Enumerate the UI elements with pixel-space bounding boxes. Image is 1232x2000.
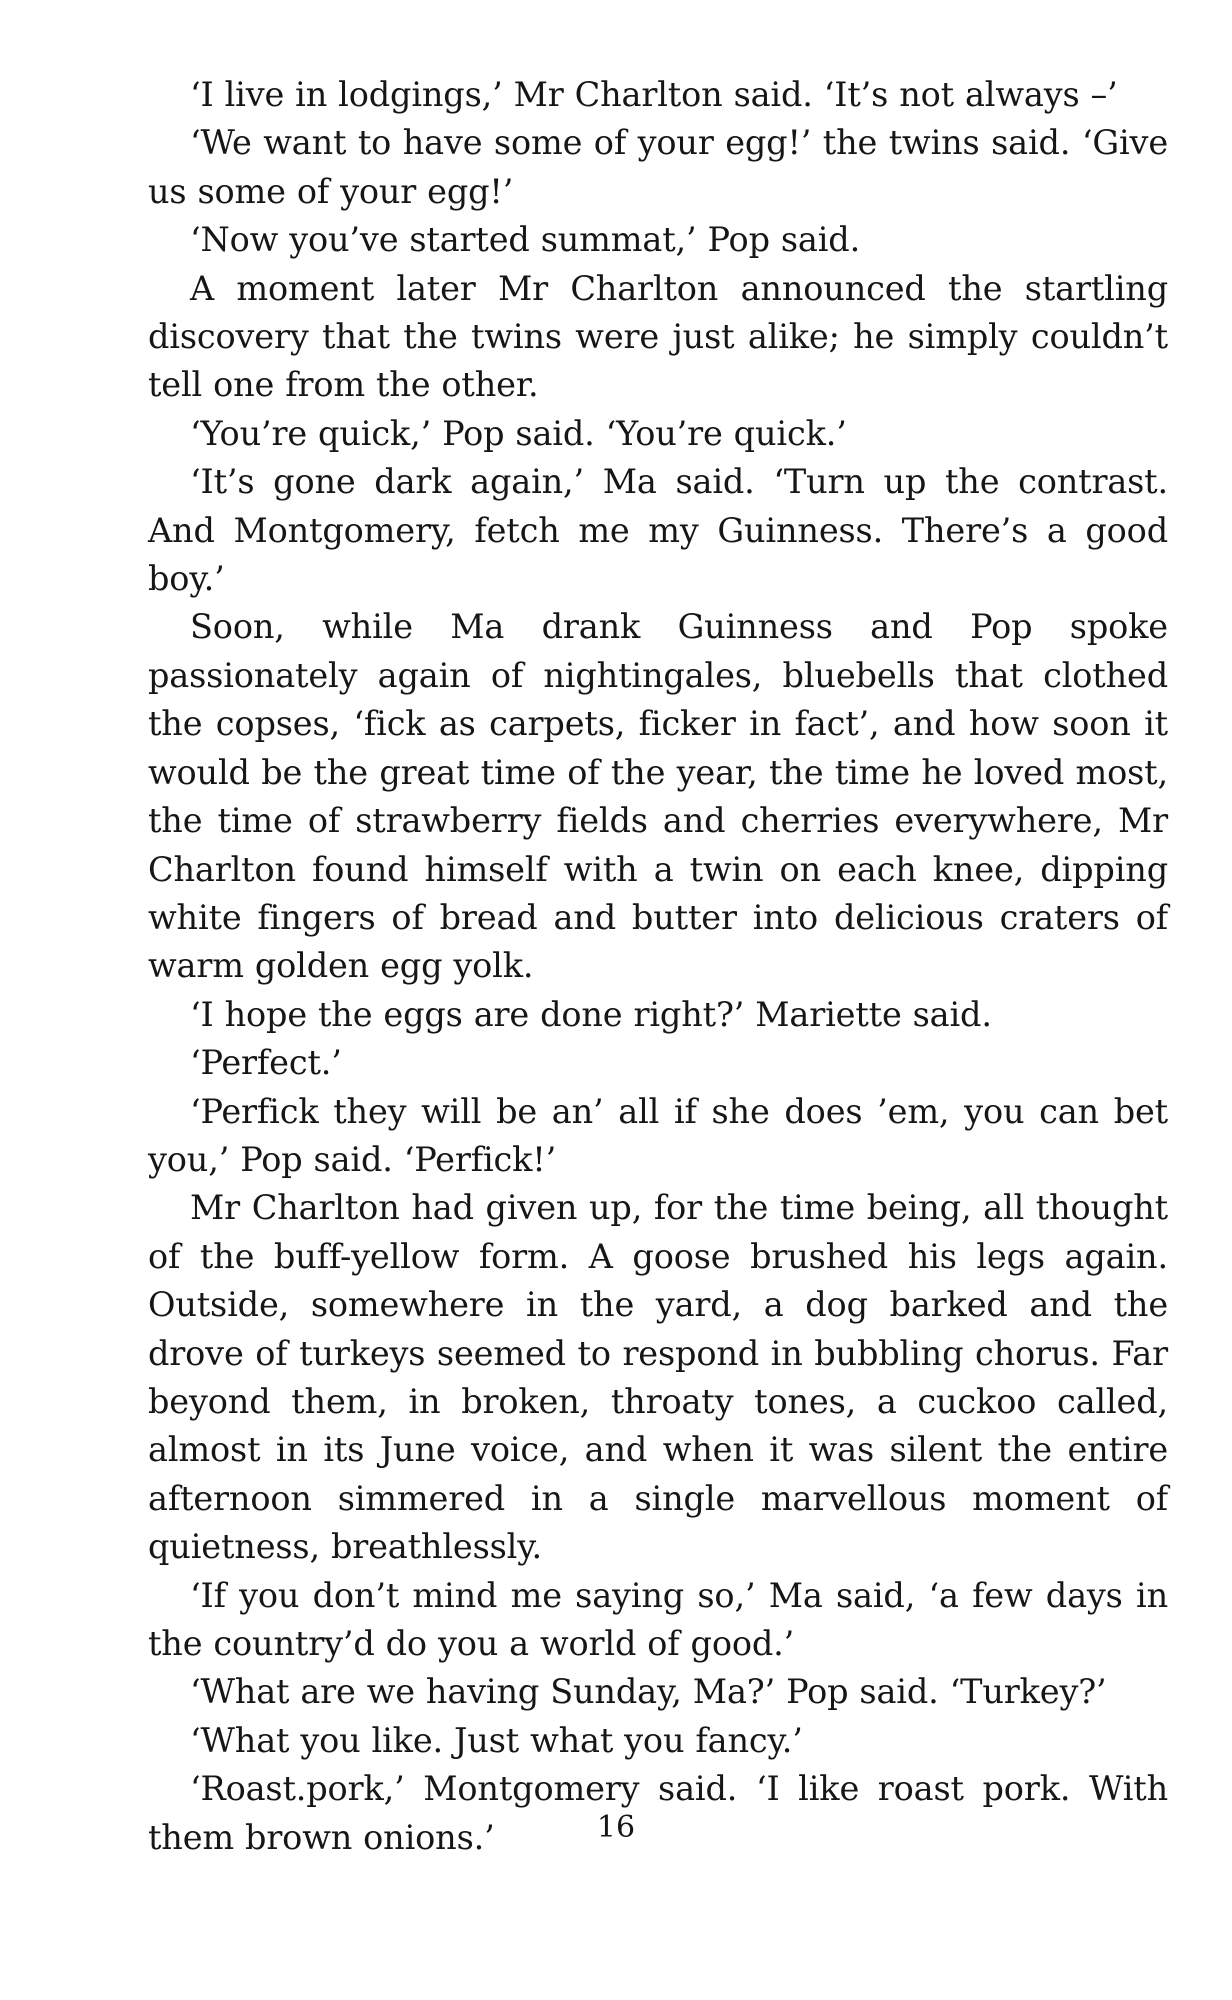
body-text [148,71,1168,1862]
paragraph: Soon, while Ma drank Guinness and Pop spoke passionately again of nightingales, bluebells that clothed the copses, ‘fick as carpets, ficker in fact’, and how soon it would be the great time of the year, the time he loved most, the time of strawberry fields and cherries everywhere, Mr Charlton found himself with a twin on each knee, dipping white fingers of bread and butter into delicious craters of warm golden egg yolk. [148,607,1168,986]
paragraph: ‘What are we having Sunday, Ma?’ Pop said. ‘Turkey?’ [190,1672,1107,1712]
paragraph: ‘Perfick they will be an’ all if she does ’em, you can bet you,’ Pop said. ‘Perfick!’ [148,1091,1168,1179]
paragraph: ‘I live in lodgings,’ Mr Charlton said. ‘It’s not always –’ [190,75,1118,114]
paragraph: ‘If you don’t mind me saying so,’ Ma said, ‘a few days in the country’d do you a world of good.’ [148,1575,1168,1663]
page-number: 16 [596,1810,636,1845]
paragraph: A moment later Mr Charlton announced the startling discovery that the twins were just alike; he simply couldn’t tell one from the other. [148,268,1168,405]
paragraph: ‘Perfect.’ [190,1043,342,1083]
paragraph: Mr Charlton had given up, for the time being, all thought of the buff-yellow form. A goose brushed his legs again. Outside, somewhere in the yard, a dog barked and the drove of turkeys seemed to respond in bubbling chorus. Far beyond them, in broken, throaty tones, a cuckoo called, almost in its June voice, and when it was silent the entire afternoon simmered in a single marvellous moment of quietness, breathlessly. [148,1188,1168,1567]
paragraph: ‘Roast.pork,’ Montgomery said. ‘I like roast pork. With them brown onions.’ [148,1769,1168,1857]
paragraph: ‘I hope the eggs are done right?’ Mariette said. [190,994,992,1034]
paragraph: ‘Now you’ve started summat,’ Pop said. [190,220,861,260]
paragraph: ‘It’s gone dark again,’ Ma said. ‘Turn up the contrast. And Montgomery, fetch me my Guinness. There’s a good boy.’ [148,462,1168,599]
paragraph: ‘We want to have some of your egg!’ the twins said. ‘Give us some of your egg!’ [148,123,1168,211]
paragraph: ‘You’re quick,’ Pop said. ‘You’re quick.’ [190,413,847,453]
paragraph: ‘What you like. Just what you fancy.’ [190,1720,803,1760]
